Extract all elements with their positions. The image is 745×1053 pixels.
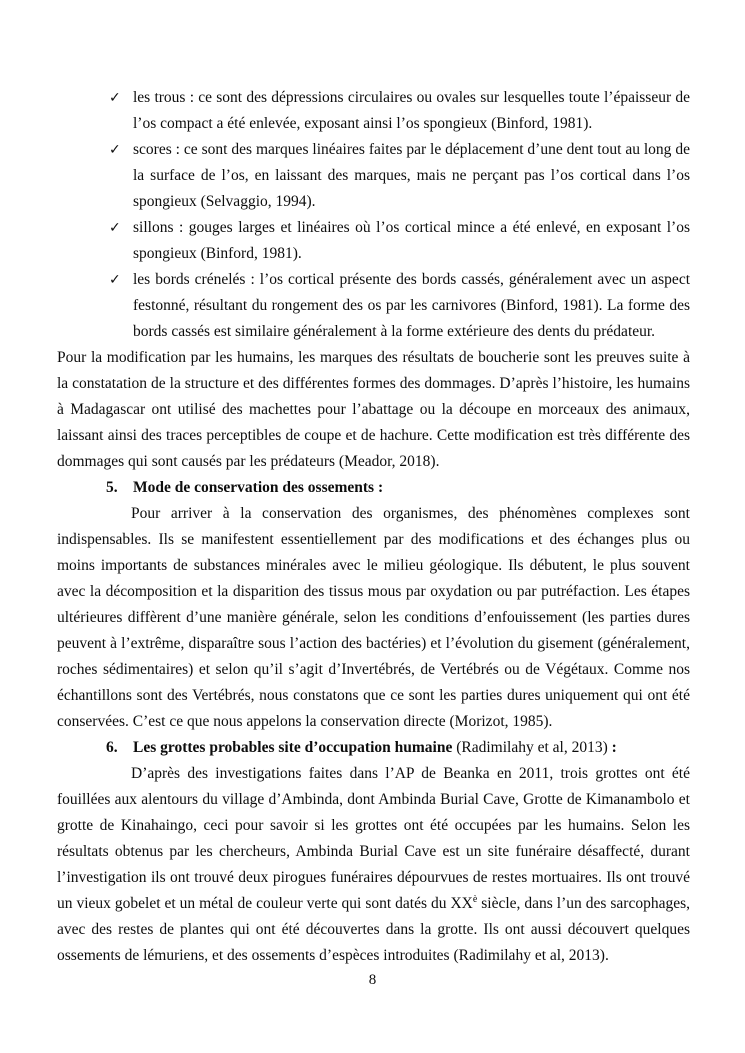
checkmark-icon: ✓ — [109, 142, 121, 158]
section-heading-conservation — [57, 475, 690, 501]
page-number: 8 — [368, 972, 377, 988]
superscript-e: è — [472, 893, 478, 905]
list-item-text: scores : ce sont des marques linéaires faites par le déplacement d’une dent tout au long de la surface de l’os, en laissant des marques, mais ne perçant pas l’os cortical dans l’os spongieux (Selvaggio, 1994). — [133, 141, 690, 210]
paragraph-conservation: Pour arriver à la conservation des organismes, des phénomènes complexes sont indispensables. Ils se manifestent essentiellement par des modifications et des échanges plus ou moins importants de substances minérales avec le milieu géologique. Ils débutent, le plus souvent avec la décomposition et la disparition des tissus mous par oxydation ou par putréfaction. Les étapes ultérieures diffèrent d’une manière générale, selon les conditions d’enfouissement (les parties dures peuvent à l’extrême, disparaître sous l’action des bactéries) et l’évolution du gisement (généralement, roches sédimentaires) et selon qu’il s’agit d’Invertébrés, de Vertébrés ou de Végétaux. Comme nos échantillons sont des Vertébrés, nous constatons que ce sont les parties dures uniquement qui ont été conservées. C’est ce que nous appelons la conservation directe (Morizot, 1985). — [57, 505, 690, 730]
list-item — [57, 85, 690, 137]
paragraph-human-modification: Pour la modification par les humains, les marques des résultats de boucherie sont les preuves suite à la constatation de la structure et des différentes formes des dommages. D’après l’histoire, les humains à Madagascar ont utilisé des machettes pour l’abattage ou la découpe en morceaux des animaux, laissant ainsi des traces perceptibles de coupe et de hachure. Cette modification est très différente des dommages qui sont causés par les prédateurs (Meador, 2018). — [57, 349, 690, 470]
list-item-text: les trous : ce sont des dépressions circulaires ou ovales sur lesquelles toute l’épaisseur de l’os compact a été enlevée, exposant ainsi l’os spongieux (Binford, 1981). — [133, 89, 690, 132]
paragraph-text: siècle, dans l’un des sarcophages, avec des restes de plantes qui ont été découvertes dans la grotte. Ils ont aussi découvert quelques ossements de lémuriens, et des ossements d’espèces introduites (Radimilahy et al, 2013). — [57, 895, 690, 964]
paragraph-text: D’après des investigations faites dans l’AP de Beanka en 2011, trois grottes ont été fouillées aux alentours du village d’Ambinda, dont Ambinda Burial Cave, Grotte de Kimanambolo et grotte de Kinahaingo, ceci pour savoir si les grottes ont été occupées par les humains. Selon les résultats obtenus par les chercheurs, Ambinda Burial Cave est un site funéraire désaffecté, durant l’investigation ils ont trouvé deux pirogues funéraires dépourvues de restes mortuaires. Ils ont trouvé un vieux gobelet et un métal de couleur verte qui sont datés du XX — [57, 765, 690, 912]
section-number: 6. — [106, 739, 118, 756]
paragraph-grottes — [57, 761, 690, 969]
checkmark-icon: ✓ — [109, 90, 121, 106]
section-heading-grottes — [57, 735, 690, 761]
list-item — [57, 215, 690, 267]
list-item-text: les bords crénelés : l’os cortical présente des bords cassés, généralement avec un aspect festonné, résultant du rongement des os par les carnivores (Binford, 1981). La forme des bords cassés est similaire généralement à la forme extérieure des dents du prédateur. — [133, 271, 690, 340]
list-item — [57, 267, 690, 345]
bullet-list — [57, 85, 690, 345]
checkmark-icon: ✓ — [109, 220, 121, 236]
list-item — [57, 137, 690, 215]
checkmark-icon: ✓ — [109, 272, 121, 288]
section-number: 5. — [106, 479, 118, 496]
section-title: Mode de conservation des ossements : — [133, 479, 384, 496]
page-content — [57, 85, 690, 969]
section-title: Les grottes probables site d’occupation humaine — [133, 739, 453, 756]
section-citation: (Radimilahy et al, 2013) — [452, 739, 608, 756]
list-item-text: sillons : gouges larges et linéaires où l’os cortical mince a été enlevé, en exposant l’os spongieux (Binford, 1981). — [133, 219, 690, 262]
section-colon: : — [607, 739, 617, 756]
